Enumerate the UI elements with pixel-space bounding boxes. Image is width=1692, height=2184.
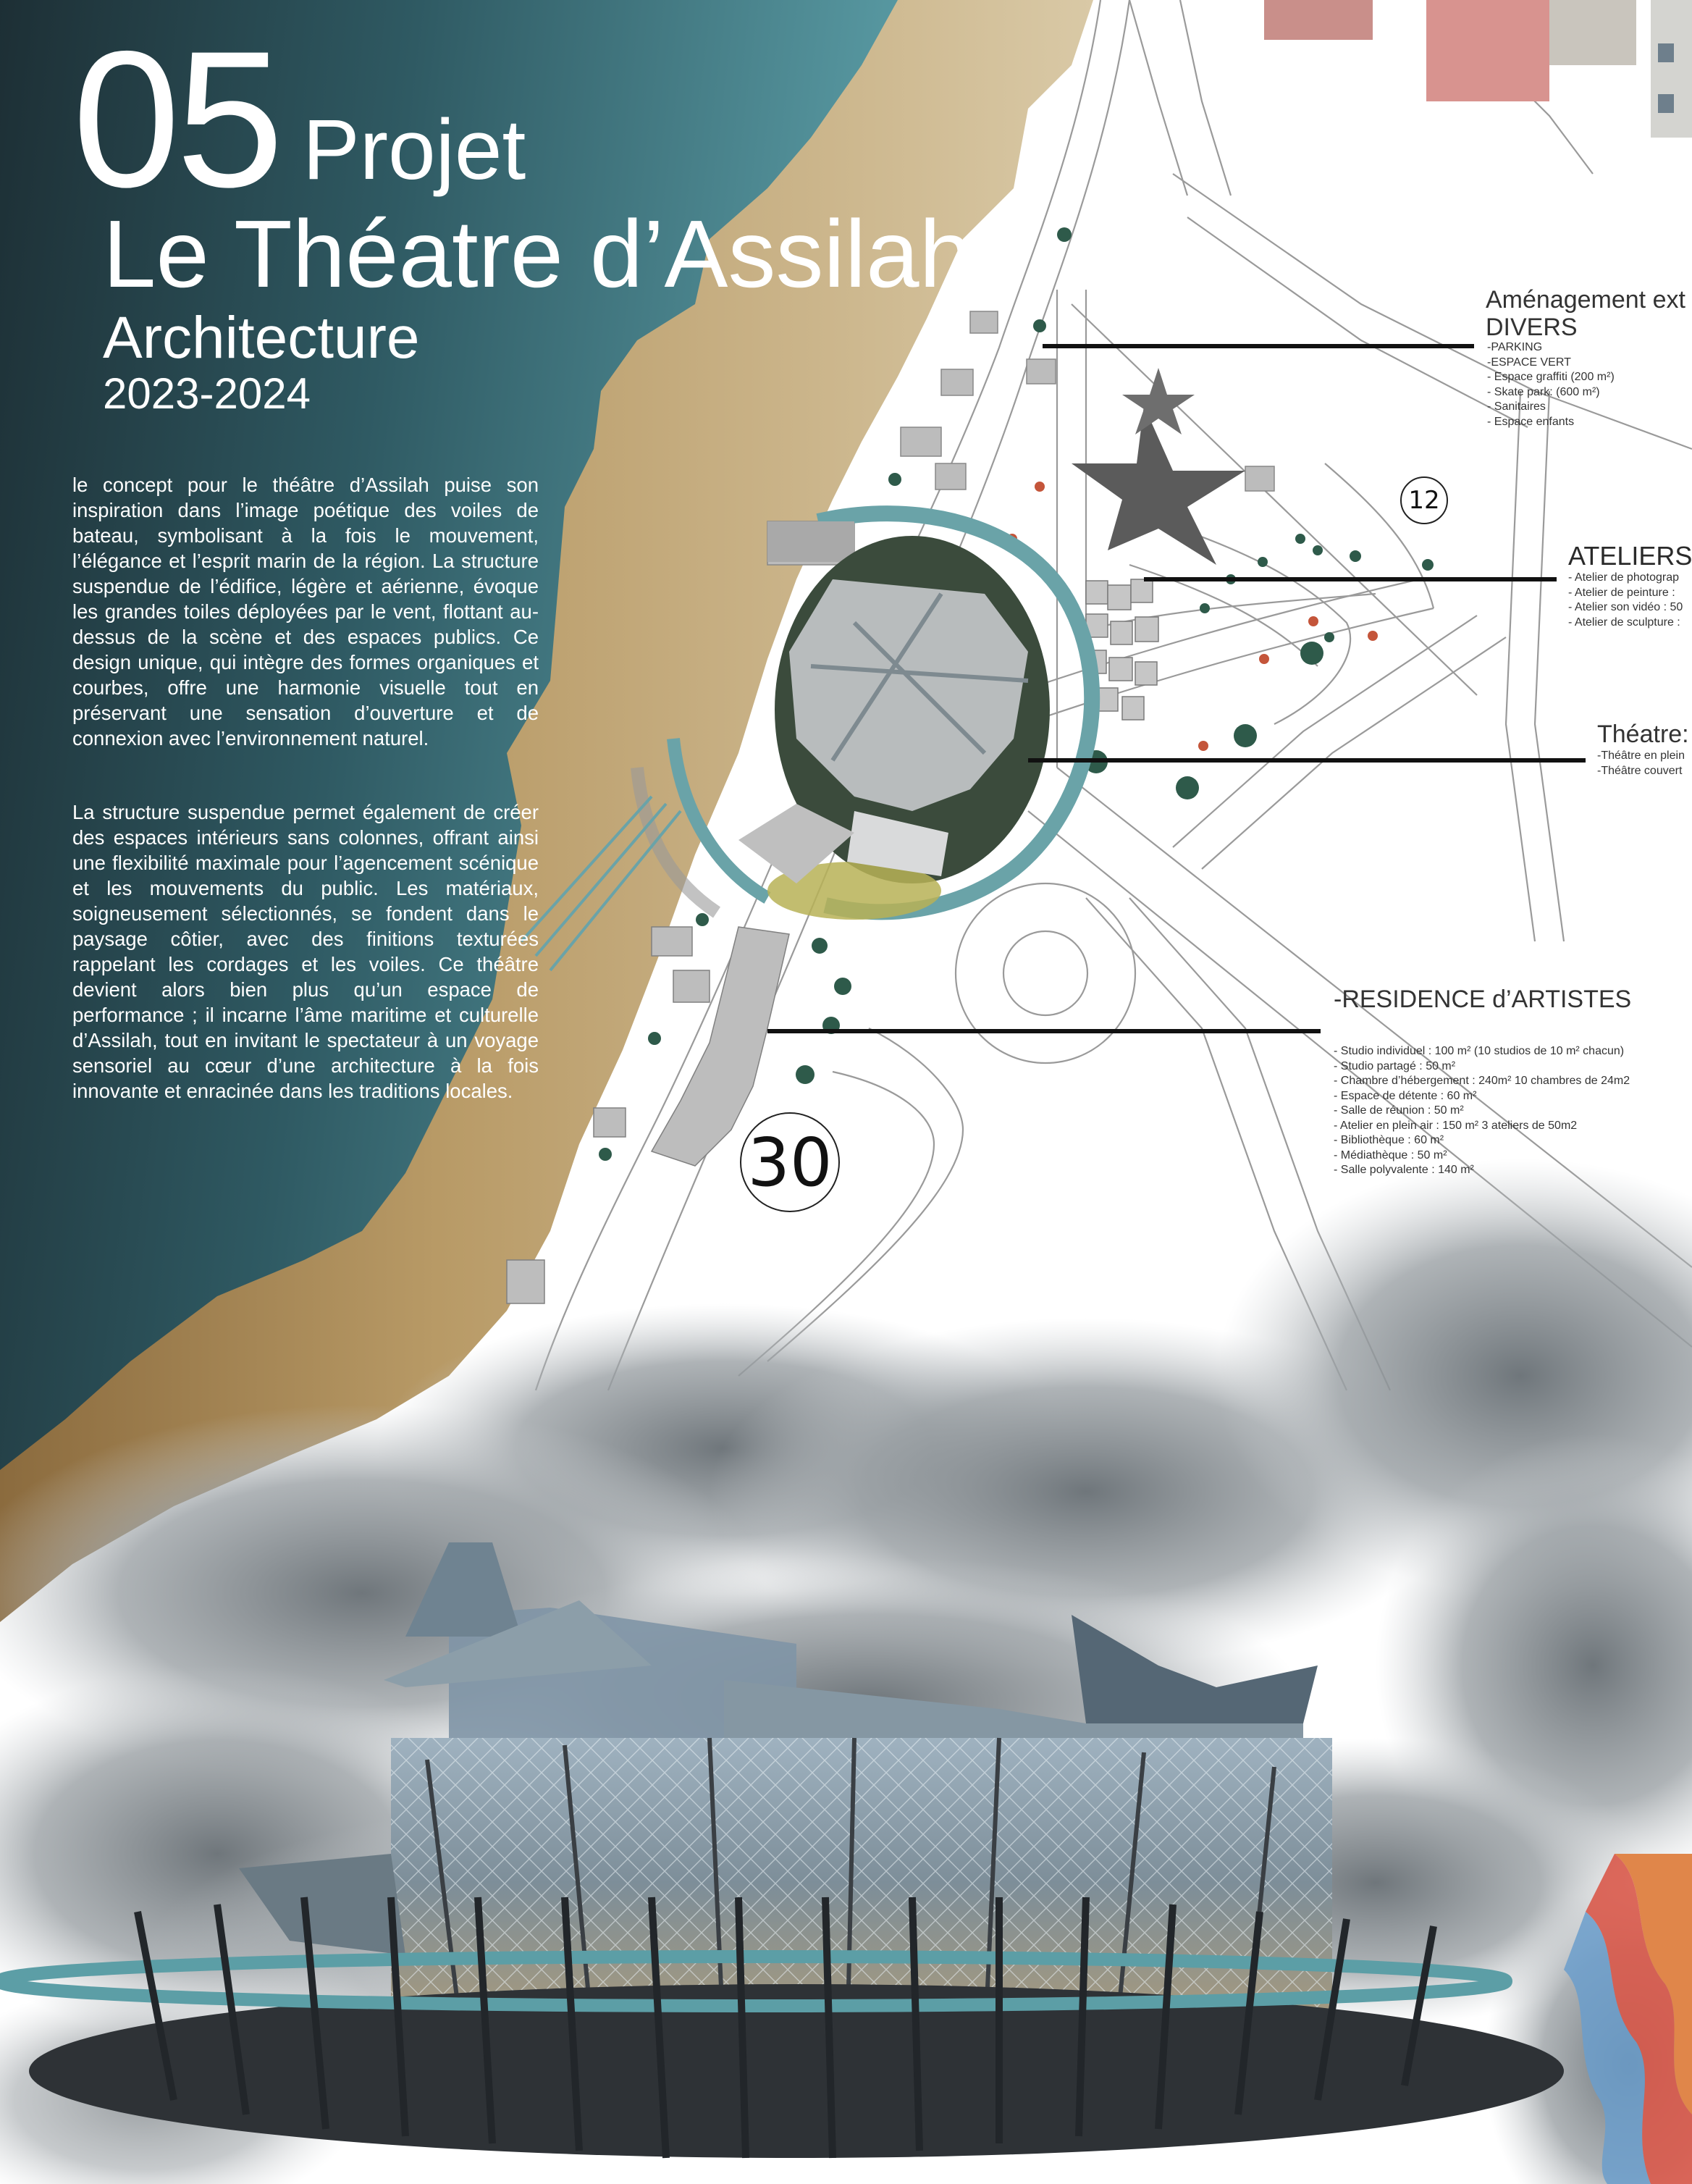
project-number: 05 [72,10,280,227]
project-title: Le Théatre d’Assilah [103,201,972,307]
list-item: - Atelier en plein air : 150 m² 3 ateliers de 50m2 [1334,1119,1578,1132]
list-item: -Théâtre couvert [1597,764,1683,777]
list-item: -Théâtre en plein [1597,749,1685,762]
residence-list [1334,1044,1630,1178]
project-discipline: Architecture [103,305,420,371]
project-label: Projet [303,102,526,198]
divers-heading: DIVERS [1486,314,1578,341]
list-item: - Skate park: (600 m²) [1487,385,1600,398]
list-item: - Studio partagé : 50 m² [1334,1059,1456,1072]
list-item: - Chambre d’hébergement : 240m² 10 chambres de 24m2 [1334,1075,1630,1087]
theatre-heading: Théatre: [1597,721,1689,748]
list-item: -PARKING [1487,341,1543,353]
list-item: - Atelier son vidéo : 50 [1568,601,1683,613]
ateliers-list [1568,571,1683,630]
concept-paragraph-1: le concept pour le théâtre d’Assilah puise son inspiration dans l’image poétique des voiles de bateau, symbolisant à la fois le mouvement, l’élégance et l’esprit marin de la région. La structure suspendue de l’édifice, légère et aérienne, évoque les grandes toiles déployées par le vent, flottant au-dessus de la scène et des espaces publics. Ce design unique, qui intègre des formes organiques et courbes, offre une harmonie visuelle tout en préservant une sensation d’ouverture et de connexion avec l’environnement naturel. [72,474,539,749]
amenagement-heading: Aménagement ext [1486,286,1685,314]
divers-list [1487,340,1615,429]
list-item: - Studio individuel : 100 m² (10 studios de 10 m² chacun) [1334,1045,1625,1057]
town-buildings-photo [1264,0,1692,138]
concept-paragraph-2: La structure suspendue permet également de créer des espaces intérieurs sans colonnes, offrant ainsi une flexibilité maximale pour l’agencement scénique et les mouvements du public. Les matériaux, soigneusement sélectionnés, se fondent dans le paysage côtier, avec des finitions texturées rappelant les cordages et les voiles. Ce théâtre devient alors bien plus qu’un espace de performance ; il incarne l’âme maritime et culturelle d’Assilah, tout en invitant le spectateur à un voyage sensoriel au cœur d’une architecture à la fois innovante et enracinée dans les traditions locales. [72,801,539,1102]
residence-heading: -RESIDENCE d’ARTISTES [1334,986,1632,1013]
project-years: 2023-2024 [103,369,311,418]
plan-marker-12: 12 [1400,476,1448,524]
list-item: - Espace graffiti (200 m²) [1487,371,1615,383]
list-item: - Salle polyvalente : 140 m² [1334,1164,1474,1176]
ateliers-heading: ATELIERS [1568,541,1692,571]
list-item: - Espace enfants [1487,415,1575,428]
list-item: - Salle de réunion : 50 m² [1334,1104,1464,1117]
list-item: - Bibliothèque : 60 m² [1334,1134,1444,1146]
list-item: -ESPACE VERT [1487,356,1571,369]
starfish-sculpture [1072,368,1245,565]
theatre-list [1597,749,1685,778]
list-item: - Médiathèque : 50 m² [1334,1148,1447,1162]
list-item: - Atelier de sculpture : [1568,616,1680,629]
list-item: - Sanitaires [1487,400,1546,413]
list-item: - Atelier de peinture : [1568,586,1675,599]
list-item: - Atelier de photograp [1568,571,1679,584]
list-item: - Espace de détente : 60 m² [1334,1089,1477,1102]
plan-marker-30: 30 [740,1112,840,1212]
